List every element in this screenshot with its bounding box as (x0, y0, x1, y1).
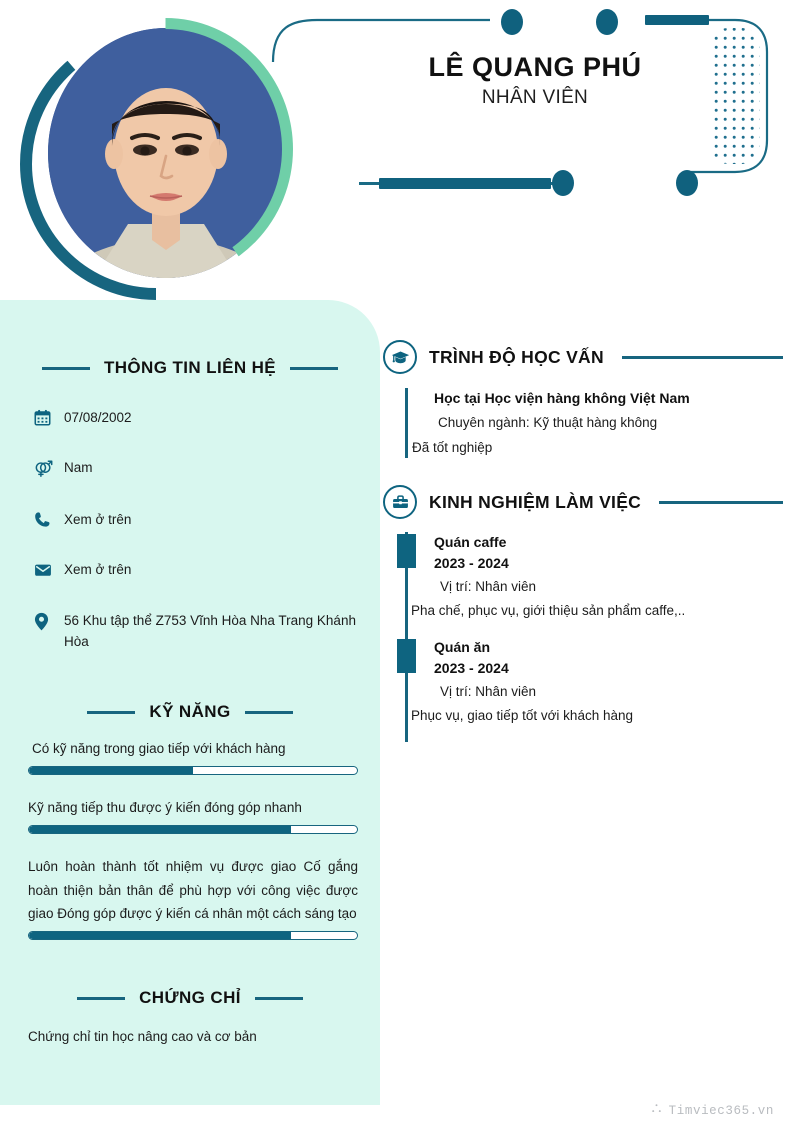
skills-section-title: KỸ NĂNG (149, 702, 231, 721)
experience-section-header (383, 485, 783, 519)
timeline-marker (397, 639, 416, 673)
footer-watermark (651, 1103, 774, 1118)
experience-rule (659, 501, 783, 504)
contact-item-address (34, 611, 364, 653)
skill-item (28, 737, 358, 775)
experience-years: 2023 - 2024 (434, 660, 509, 677)
contact-section-header (0, 358, 380, 378)
graduation-cap-icon (383, 340, 417, 374)
contact-item-gender (34, 458, 364, 483)
rule-right (245, 711, 293, 714)
contact-list (34, 408, 364, 680)
certificates-section-title: CHỨNG CHỈ (139, 988, 241, 1007)
calendar-icon (34, 408, 60, 431)
experience-position: Vị trí: Nhân viên (440, 684, 537, 700)
experience-section-title: KINH NGHIỆM LÀM VIỆC (429, 491, 642, 512)
contact-value-email: Xem ở trên (64, 562, 132, 577)
skills-list (28, 737, 358, 961)
job-title: NHÂN VIÊN (481, 87, 589, 109)
skill-progress-fill (29, 767, 193, 774)
education-school: Học tại Học viện hàng không Việt Nam (434, 390, 690, 406)
skill-progress-fill (29, 932, 291, 939)
experience-position: Vị trí: Nhân viên (440, 579, 537, 594)
name-block (330, 52, 740, 109)
education-rule (622, 356, 783, 359)
experience-description: Phục vụ, giao tiếp tốt với khách hàng (411, 707, 633, 723)
certificates-section-header (0, 988, 380, 1008)
skill-progress-bar (28, 931, 358, 940)
page-title: LÊ QUANG PHÚ (428, 52, 642, 82)
rule-left (87, 711, 135, 714)
skill-label: Kỹ năng tiếp thu được ý kiến đóng góp nhanh (28, 800, 302, 816)
rule-right (290, 367, 338, 370)
skill-progress-bar (28, 825, 358, 834)
left-sidebar-panel (0, 300, 380, 1105)
experience-company: Quán ăn (434, 639, 491, 656)
experience-list (405, 532, 781, 742)
contact-section-title: THÔNG TIN LIÊN HỆ (103, 358, 277, 377)
right-content-column (383, 340, 783, 723)
skill-label: Có kỹ năng trong giao tiếp với khách hàng (32, 741, 286, 756)
skill-progress-bar (28, 766, 358, 775)
skill-progress-fill (29, 826, 291, 833)
footer-watermark-text: Timviec365.vn (668, 1103, 774, 1118)
education-body (405, 388, 781, 458)
contact-item-email (34, 560, 364, 584)
skills-section-header (0, 702, 380, 722)
contact-item-birthdate (34, 408, 364, 431)
education-section-header (383, 340, 783, 374)
experience-item (408, 637, 781, 742)
phone-icon (34, 510, 60, 533)
contact-value-birthdate: 07/08/2002 (64, 410, 132, 425)
experience-description: Pha chế, phục vụ, giới thiệu sản phẩm caffe,.. (411, 602, 686, 618)
email-icon (34, 560, 60, 584)
education-section-title: TRÌNH ĐỘ HỌC VẤN (429, 346, 604, 367)
skill-item (28, 855, 358, 940)
certificates-text: Chứng chỉ tin học nâng cao và cơ bản (28, 1029, 257, 1044)
education-status: Đã tốt nghiệp (412, 439, 493, 455)
contact-value-gender: Nam (64, 460, 93, 475)
education-major: Chuyên ngành: Kỹ thuật hàng không (438, 415, 658, 430)
gender-icon (34, 458, 60, 483)
rule-right (255, 997, 303, 1000)
rule-left (77, 997, 125, 1000)
rule-left (42, 367, 90, 370)
contact-item-phone (34, 510, 364, 533)
skill-item (28, 796, 358, 834)
contact-value-phone: Xem ở trên (64, 512, 132, 527)
experience-company: Quán caffe (434, 534, 507, 550)
timeline-marker (397, 534, 416, 568)
briefcase-icon (383, 485, 417, 519)
therefore-dots-icon (651, 1103, 662, 1118)
skill-label: Luôn hoàn thành tốt nhiệm vụ được giao Cố gắng hoàn thiện bản thân để phù hợp với công việc được giao Đóng góp được ý kiến cá nhân một cách sáng tạo (28, 859, 358, 921)
experience-years: 2023 - 2024 (434, 555, 509, 571)
location-pin-icon (34, 611, 60, 636)
contact-value-address: 56 Khu tập thể Z753 Vĩnh Hòa Nha Trang Khánh Hòa (64, 613, 356, 649)
experience-item (408, 532, 781, 637)
header (0, 0, 800, 300)
